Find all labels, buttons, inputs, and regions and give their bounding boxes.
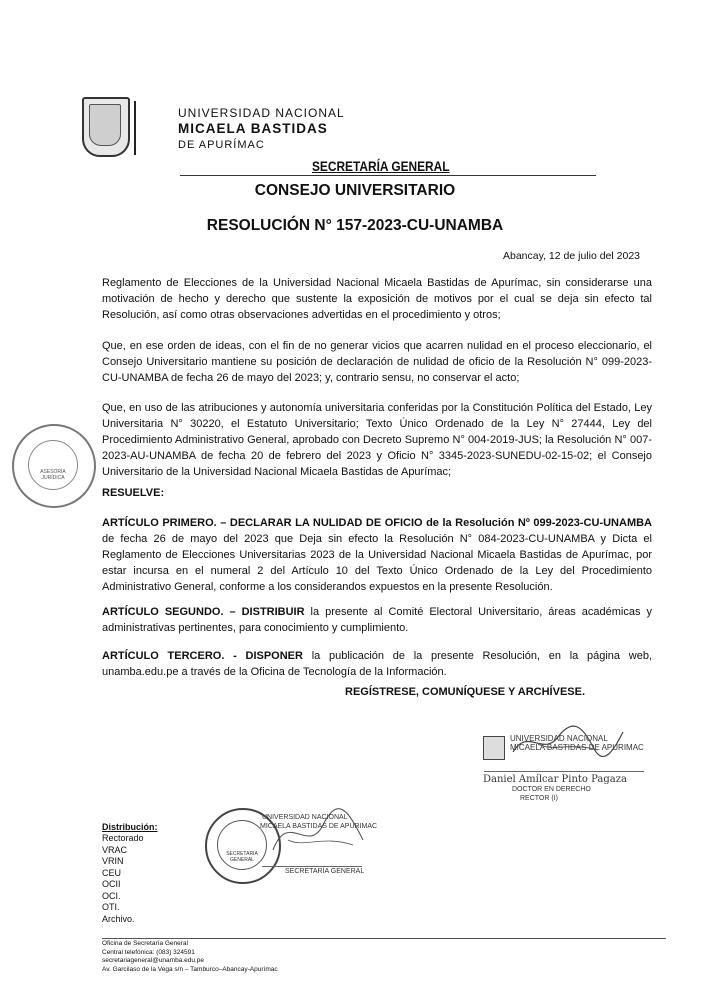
legal-advisory-seal-text: ASESORÍA JURÍDICA <box>40 469 66 481</box>
footer-email: secretariageneral@unamba.edu.pe <box>102 957 204 964</box>
university-name-line2: MICAELA BASTIDAS <box>178 121 328 136</box>
header-divider <box>134 101 136 155</box>
secretary-title: SECRETARÍA GENERAL <box>285 868 365 875</box>
distribution-item: OCI. <box>102 890 121 901</box>
rector-seal-line1: UNIVERSIDAD NACIONAL <box>510 734 608 743</box>
office-title: SECRETARÍA GENERAL <box>312 158 450 174</box>
paragraph-2: Que, en ese orden de ideas, con el fin de no generar vicios que acarren nulidad en el proceso eleccionario, el Consejo Universitario mantiene su posición de declaración de nulidad de oficio de la Resolución N° 099-2023-CU-UNAMBA de fecha 26 de mayo del 2023; y, contrario sensu, no conservar el acto; <box>102 340 652 384</box>
distribution-item: VRAC <box>102 844 128 855</box>
document-date: Abancay, 12 de julio del 2023 <box>503 250 640 262</box>
secretary-signature <box>268 800 368 860</box>
article-1-heading: ARTÍCULO PRIMERO. – DECLARAR LA NULIDAD DE OFICIO de la Resolución Nº 099-2023-CU-UNAMBA <box>102 517 652 529</box>
secretary-signature-line <box>262 866 362 867</box>
article-3-heading: ARTÍCULO TERCERO. - DISPONER <box>102 650 303 662</box>
closing-formula: REGÍSTRESE, COMUNÍQUESE Y ARCHÍVESE. <box>345 686 586 698</box>
university-name-line3: DE APURÍMAC <box>178 139 265 151</box>
distribution-item: Archivo. <box>102 913 135 924</box>
distribution-item: OCII <box>102 879 121 889</box>
paragraph-3: Que, en uso de las atribuciones y autonomía universitaria conferidas por la Constitución Política del Estado, Ley Universitaria N° 30220, el Estatuto Universitario; Texto Único Ordenado de la Ley N° 27444, Ley del Procedimiento Administrativo General, aprobado con Decreto Supremo N° 004-2019-JUS; la Resolución N° 007-2023-AU-UNAMBA de fecha 20 de febrero del 2023 y Oficio N° 3345-2023-SUNEDU-02-15-02; el Consejo Universitario de la Universidad Nacional Micaela Bastidas de Apurímac; <box>102 402 652 478</box>
secretary-seal-line1: UNIVERSIDAD NACIONAL <box>262 814 348 821</box>
rector-title-2: RECTOR (I) <box>520 795 558 802</box>
rector-seal-icon <box>483 736 505 760</box>
university-name-line1: UNIVERSIDAD NACIONAL <box>178 106 345 120</box>
article-1 <box>102 515 652 595</box>
secretary-seal-text: SECRETARIA GENERAL <box>226 851 258 863</box>
rector-seal-line2: MICAELA BASTIDAS DE APURIMAC <box>510 743 644 752</box>
distribution-list <box>102 833 144 925</box>
article-3-text: la publicación de la presente Resolución, en la página web, unamba.edu.pe a través de la Oficina de Tecnología de la Información. <box>102 650 652 678</box>
footer-rule <box>102 938 666 939</box>
resuelve-heading: RESUELVE: <box>102 487 165 499</box>
rector-title-1: DOCTOR EN DERECHO <box>512 786 591 793</box>
legal-advisory-seal <box>12 424 96 508</box>
distribution-item: Rectorado <box>102 833 144 843</box>
distribution-title: Distribución: <box>102 822 158 832</box>
rector-name: Daniel Amílcar Pinto Pagaza <box>483 774 627 785</box>
footer-address: Av. Garcilaso de la Vega s/n – Tamburco–Abancay-Apurímac <box>102 965 278 973</box>
distribution-item: VRIN <box>102 856 124 866</box>
logo-shield <box>89 104 121 146</box>
council-title: CONSEJO UNIVERSITARIO <box>254 182 456 199</box>
legal-advisory-seal-inner <box>28 440 78 490</box>
footer-phone: Central telefónica: (083) 324591 <box>102 948 195 956</box>
paragraph-1: Reglamento de Elecciones de la Universidad Nacional Micaela Bastidas de Apurímac, sin considerarse una motivación de hecho y derecho que sustente la exposición de motivos por el cual se deja sin efecto tal Resolución, así como otras observaciones advertidas en el procedimiento y otros; <box>102 277 652 321</box>
article-1-text-2: por estar incursa en el numeral 2 del Artículo 10 del Texto Único Ordenado de la Ley del Procedimiento Administrativo General, conforme a los considerandos expuestos en la presente Resolución. <box>102 549 652 593</box>
distribution-item: CEU <box>102 867 122 878</box>
article-2-text: la presente al Comité Electoral Universitario, áreas académicas y administrativas pertinentes, para conocimiento y cumplimiento. <box>102 606 652 634</box>
resolution-number: RESOLUCIÓN N° 157-2023-CU-UNAMBA <box>206 217 504 234</box>
article-3 <box>102 648 652 680</box>
distribution-item: OTI. <box>102 902 120 912</box>
university-logo <box>82 97 130 157</box>
footer-office: Oficina de Secretaría General <box>102 940 188 947</box>
rector-signature-line <box>484 771 644 772</box>
title-rule <box>180 175 596 176</box>
article-2 <box>102 604 652 636</box>
secretary-seal-line2: MICAELA BASTIDAS DE APURIMAC <box>260 823 378 830</box>
article-1-text: de fecha 26 de mayo del 2023 que Deja sin efecto la Resolución N° 084-2023-CU-UNAMBA y Dicta el Reglamento de Elecciones Universitarias 2023 de la Universidad Nacional Micaela Bastidas de Apurímac, <box>102 533 652 561</box>
article-2-heading: ARTÍCULO SEGUNDO. – DISTRIBUIR <box>102 606 305 618</box>
rector-signature <box>508 722 628 762</box>
